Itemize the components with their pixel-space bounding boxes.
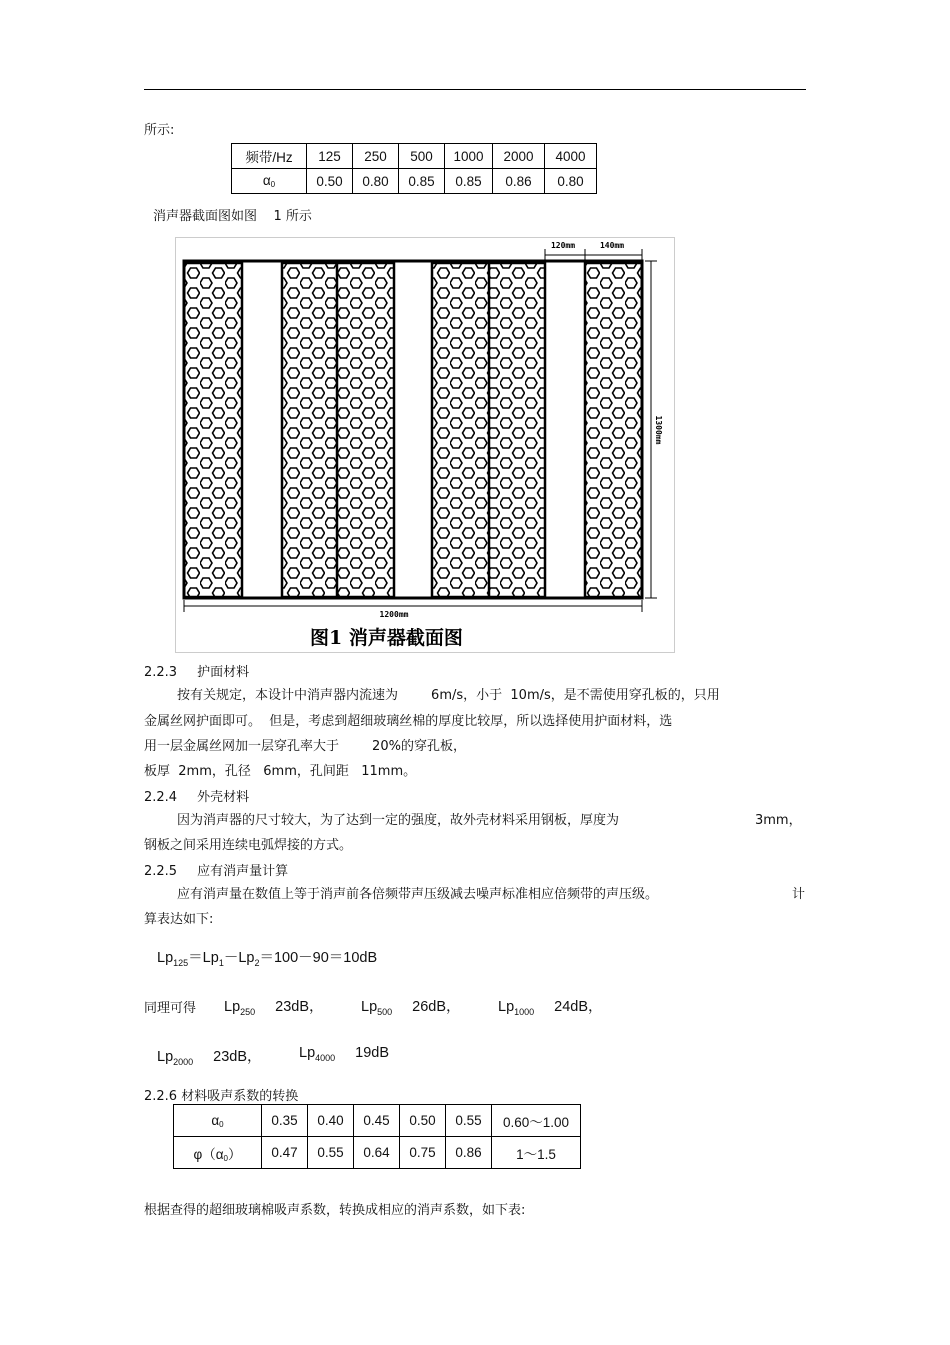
paragraph-line: 用一层金属丝网加一层穿孔率大于 20%的穿孔板， [144,739,466,754]
table1-freq: 250 [353,144,399,169]
figure-caption: 图1 消声器截面图 [310,627,463,649]
result-item: $Lp_{500}$ 26dB， [361,999,461,1017]
paragraph-line: 3mm， [755,813,802,828]
table1-header-label: 频带/Hz [232,144,307,169]
table1-value: 0.80 [353,169,399,194]
table1-freq: 125 [307,144,353,169]
paragraph-line: 板厚 2mm，孔径 6mm，孔间距 11mm。 [144,764,417,779]
table2-value: 0.64 [354,1137,400,1169]
section-number: 2.2.3 [144,665,178,680]
table2-value: 0.45 [354,1105,400,1137]
table2-value: 0.86 [446,1137,492,1169]
dim-label-width: 1200mm [379,610,409,619]
table1-row-label: $\alpha_0$ [232,169,307,194]
absorber-panel [585,263,642,597]
paragraph-line: 应有消声量在数值上等于消声前各倍频带声压级减去噪声标准相应倍频带的声压级。 [177,887,659,902]
section-number: 2.2.4 [144,790,178,805]
dim-label-height: 1300mm [654,415,663,445]
table1-freq: 2000 [493,144,545,169]
table2-value: 0.47 [262,1137,308,1169]
absorption-table [231,143,597,194]
table1-value: 0.50 [307,169,353,194]
paragraph-line: 金属丝网护面即可。 但是，考虑到超细玻璃丝棉的厚度比较厚，所以选择使用护面材料，选 [144,714,673,729]
absorber-panel [184,263,242,597]
dim-label-140: 140mm [599,241,625,250]
section-2-2-5-heading [144,860,288,879]
table1-value: 0.86 [493,169,545,194]
dim-label-120: 120mm [550,241,576,250]
header-rule [144,89,806,90]
result-item: $Lp_{250}$ 23dB， [224,999,324,1017]
result-item: $Lp_{4000}$ 19dB [299,1045,390,1063]
table2-value: 0.35 [262,1105,308,1137]
paragraph-line: 按有关规定，本设计中消声器内流速为 6m/s，小于 10m/s，是不需使用穿孔板的，只用 [177,688,720,703]
intro-text: 所示: [144,123,175,138]
closing-text: 根据查得的超细玻璃棉吸声系数，转换成相应的消声系数，如下表: [144,1203,526,1218]
silencer-cross-section-figure [175,237,675,653]
table1-freq: 1000 [445,144,493,169]
section-number: 2.2.5 [144,864,178,879]
table1-freq: 4000 [545,144,597,169]
results-prefix: 同理可得 [144,1001,197,1016]
section-2-2-4-heading [144,786,249,805]
table2-value: 0.50 [400,1105,446,1137]
paragraph-line: 计 [792,887,806,902]
section-2-2-6-heading: 2.2.6 材料吸声系数的转换 [144,1089,299,1104]
table2-row-label: $\alpha_0$ [174,1105,262,1137]
figure-reference-text: 消声器截面图如图 1 所示 [153,209,312,224]
result-item: $Lp_{1000}$ 24dB， [498,999,603,1017]
table1-value: 0.85 [399,169,445,194]
section-title: 护面材料 [197,665,250,680]
formula-lp125: $Lp_{125}=Lp_1-Lp_2=100-90=10dB$ [157,950,378,968]
paragraph-line: 因为消声器的尺寸较大，为了达到一定的强度，故外壳材料采用钢板，厚度为 [177,813,620,828]
paragraph-line: 算表达如下: [144,912,214,927]
section-2-2-3-heading [144,661,249,680]
result-item: $Lp_{2000}$ 23dB， [157,1049,262,1067]
table2-value: 0.55 [308,1137,354,1169]
section-title: 外壳材料 [197,790,250,805]
table2-value: 0.55 [446,1105,492,1137]
section-title: 应有消声量计算 [197,864,289,879]
conversion-table [173,1104,581,1169]
table1-freq: 500 [399,144,445,169]
table1-value: 0.80 [545,169,597,194]
table2-value: 0.60～1.00 [492,1105,581,1137]
table2-value: 1～1.5 [492,1137,581,1169]
paragraph-line: 钢板之间采用连续电弧焊接的方式。 [144,838,353,853]
table2-value: 0.75 [400,1137,446,1169]
table2-row-label: $\varphi(\alpha_0)$ [174,1137,262,1169]
table2-value: 0.40 [308,1105,354,1137]
table1-value: 0.85 [445,169,493,194]
